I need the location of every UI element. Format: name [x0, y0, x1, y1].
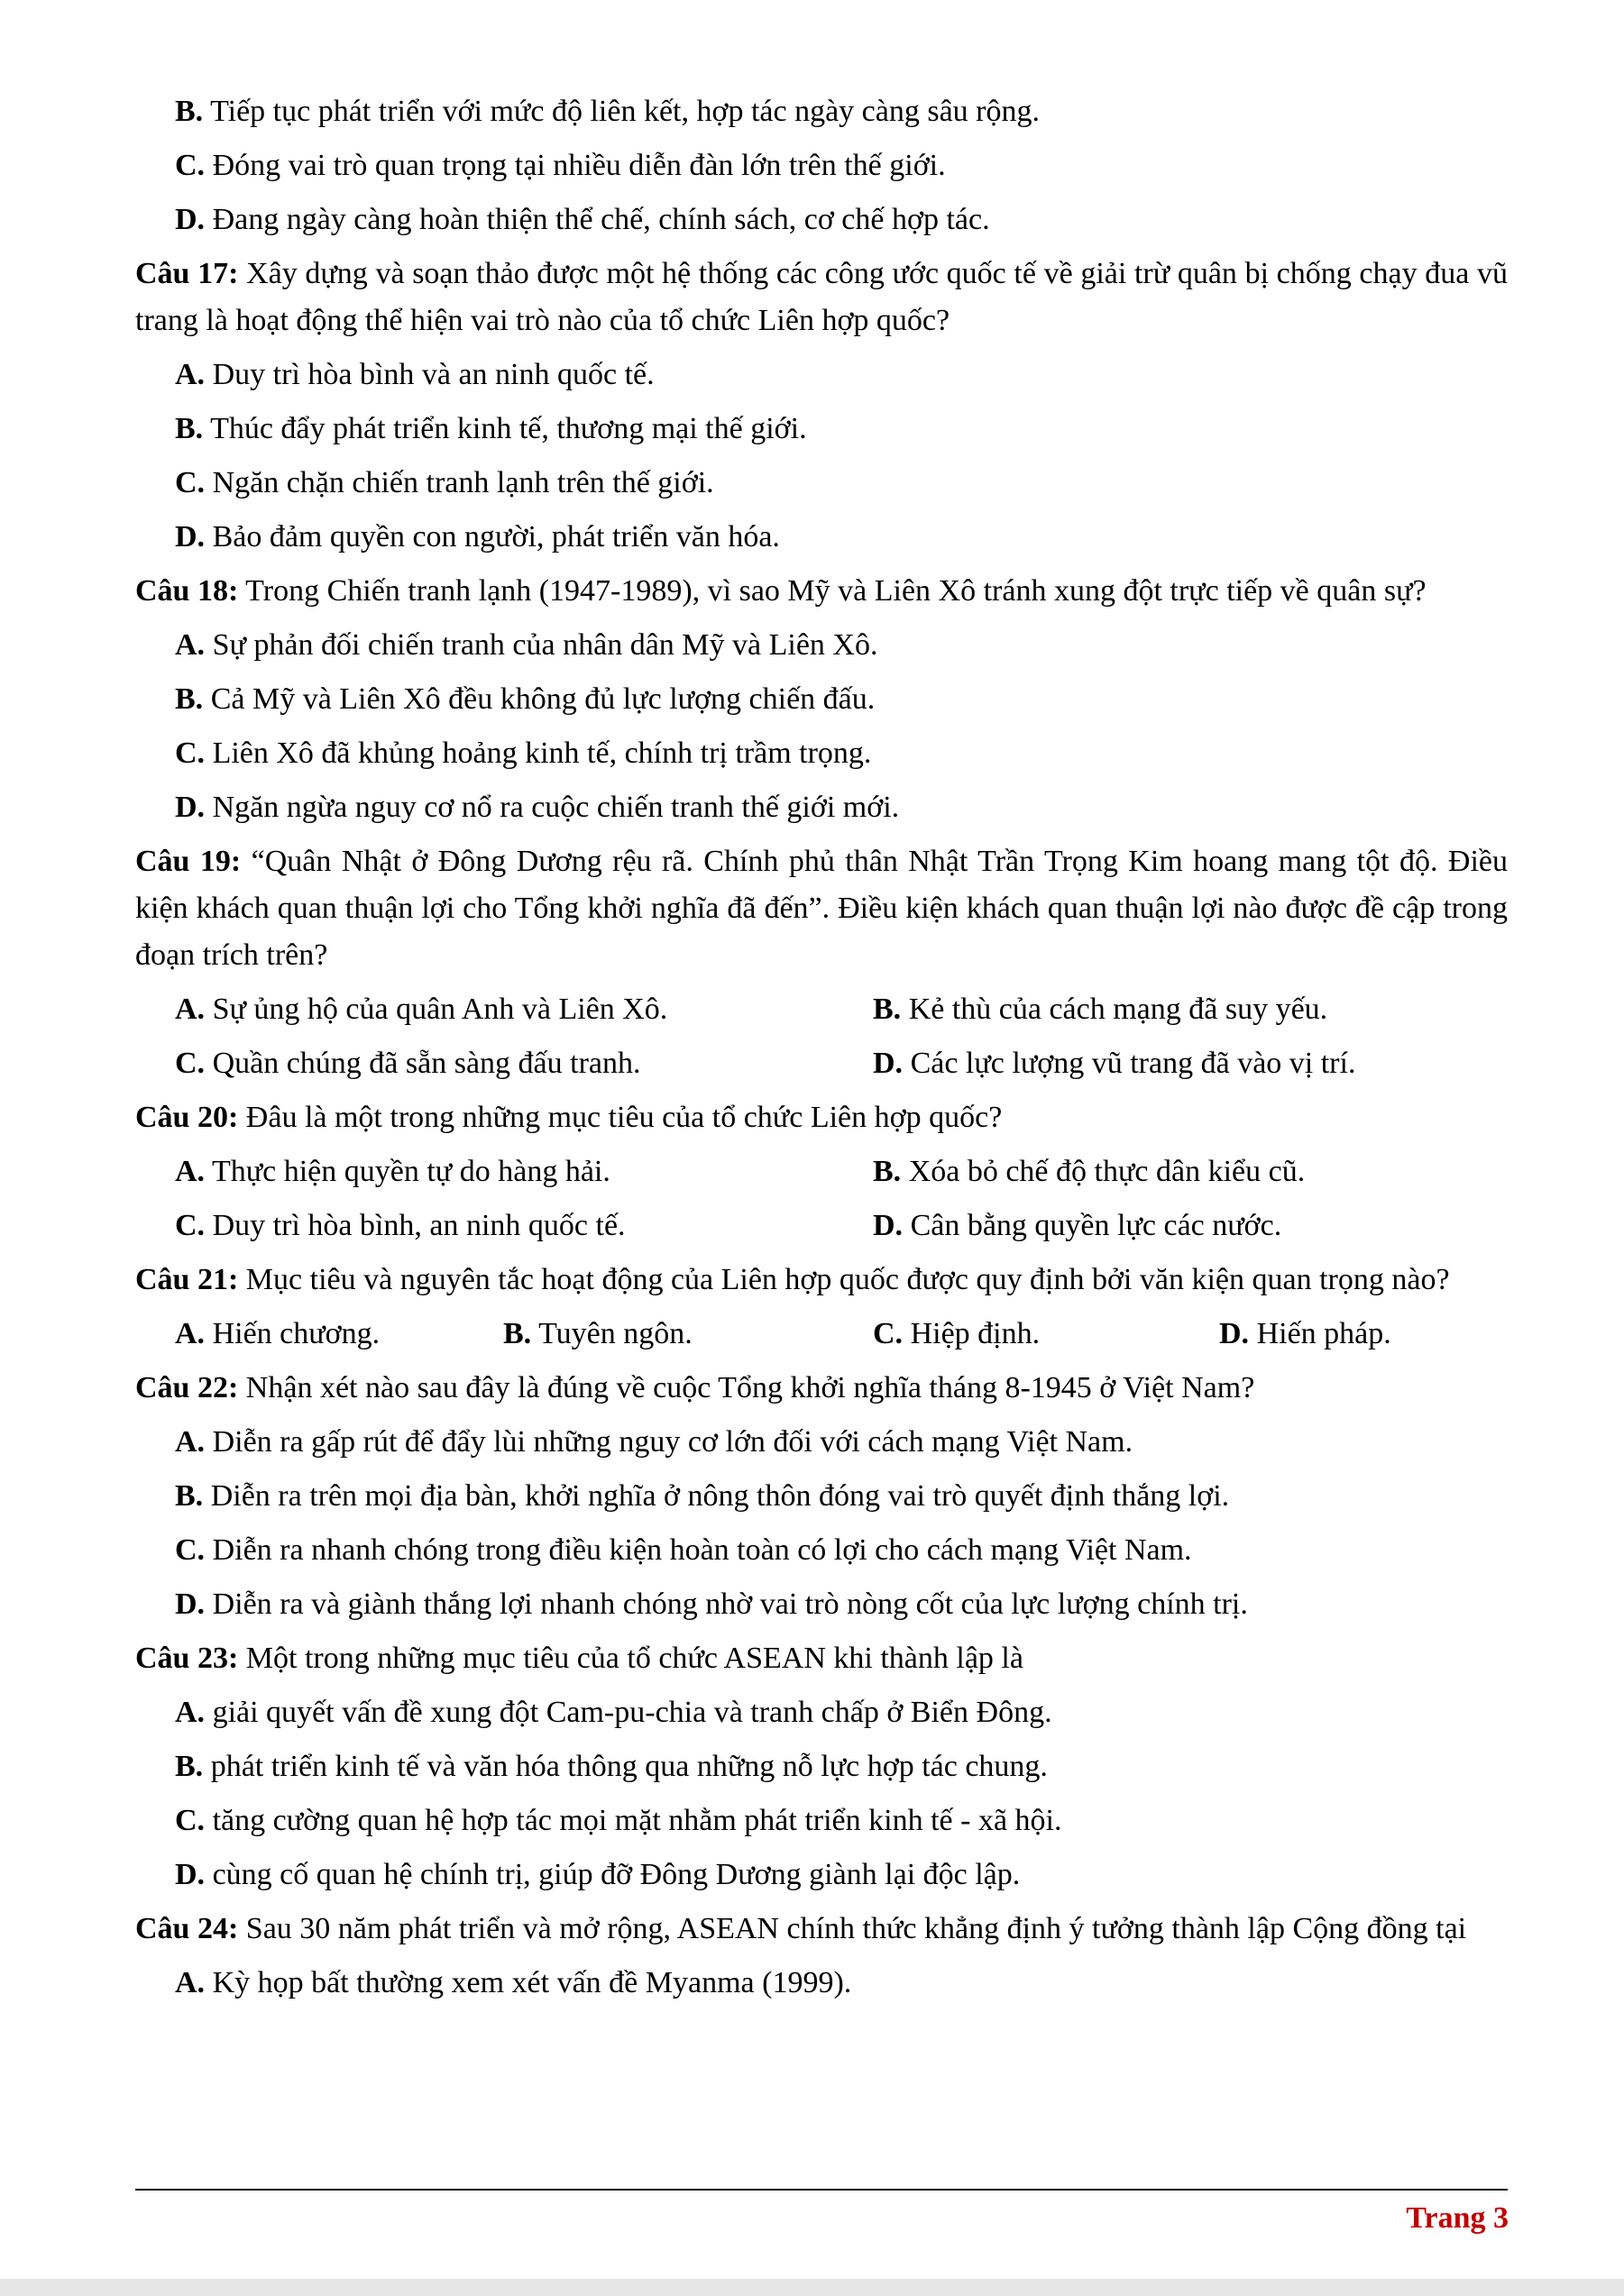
- option-text: Thúc đẩy phát triển kinh tế, thương mại thế giới.: [203, 412, 807, 445]
- option-letter: D.: [175, 1858, 206, 1891]
- q19-options-row-2: [175, 1040, 1508, 1087]
- q21-option-d: [1219, 1311, 1391, 1358]
- q22-option-d: [175, 1581, 1508, 1628]
- q22-option-c: [175, 1527, 1508, 1574]
- question-text: Một trong những mục tiêu của tổ chức ASEAN khi thành lập là: [238, 1642, 1023, 1675]
- q22-option-b: [175, 1473, 1508, 1520]
- q22-option-a: [175, 1419, 1508, 1466]
- question-list: [135, 88, 1508, 2014]
- question-label: Câu 18:: [135, 574, 239, 608]
- option-letter: D.: [175, 1587, 206, 1621]
- option-text: Diễn ra nhanh chóng trong điều kiện hoàn toàn có lợi cho cách mạng Việt Nam.: [205, 1533, 1192, 1567]
- question-20: [135, 1094, 1508, 1141]
- option-text: cùng cố quan hệ chính trị, giúp đỡ Đông Dương giành lại độc lập.: [205, 1858, 1021, 1891]
- q21-options-row: [175, 1311, 1508, 1358]
- page-number: Trang 3: [1406, 2201, 1509, 2235]
- question-label: Câu 21:: [135, 1263, 239, 1296]
- option-letter: C.: [175, 1047, 206, 1080]
- question-text: Xây dựng và soạn thảo được một hệ thống các công ước quốc tế về giải trừ quân bị chống chạy đua vũ trang là hoạt động thể hiện vai trò nào của tổ chức Liên hợp quốc?: [135, 257, 1508, 337]
- option-letter: B.: [175, 1750, 204, 1783]
- option-text: Hiệp định.: [903, 1317, 1041, 1350]
- q19-option-c: [175, 1040, 873, 1087]
- option-text: Ngăn ngừa nguy cơ nổ ra cuộc chiến tranh thế giới mới.: [205, 791, 900, 824]
- option-text: Sự phản đối chiến tranh của nhân dân Mỹ và Liên Xô.: [205, 628, 878, 662]
- option-text: Bảo đảm quyền con người, phát triển văn hóa.: [205, 520, 780, 553]
- option-text: phát triển kinh tế và văn hóa thông qua những nỗ lực hợp tác chung.: [203, 1750, 1048, 1783]
- question-22: [135, 1365, 1508, 1412]
- option-letter: B.: [175, 412, 204, 445]
- option-text: Duy trì hòa bình và an ninh quốc tế.: [205, 358, 655, 391]
- q20-option-c: [175, 1203, 873, 1249]
- option-letter: C.: [175, 736, 206, 770]
- option-text: Kẻ thù của cách mạng đã suy yếu.: [901, 992, 1328, 1026]
- question-label: Câu 22:: [135, 1371, 239, 1404]
- option-text: giải quyết vấn đề xung đột Cam-pu-chia và tranh chấp ở Biển Đông.: [205, 1696, 1052, 1729]
- option-letter: A.: [175, 1155, 206, 1188]
- q18-option-c: [175, 730, 1508, 777]
- option-text: Sự ủng hộ của quân Anh và Liên Xô.: [205, 992, 668, 1026]
- question-label: Câu 19:: [135, 845, 242, 878]
- question-text: Sau 30 năm phát triển và mở rộng, ASEAN chính thức khẳng định ý tưởng thành lập Cộng đồng tại: [238, 1912, 1467, 1945]
- q17-option-b: [175, 406, 1508, 453]
- option-letter: B.: [503, 1317, 532, 1350]
- option-letter: D.: [175, 203, 206, 236]
- option-letter: C.: [175, 466, 206, 499]
- footer-divider: [135, 2189, 1508, 2191]
- option-text: Liên Xô đã khủng hoảng kinh tế, chính trị trầm trọng.: [205, 736, 872, 770]
- option-letter: C.: [873, 1317, 904, 1350]
- option-text: Thực hiện quyền tự do hàng hải.: [205, 1155, 610, 1188]
- q18-option-b: [175, 676, 1508, 723]
- option-text: Diễn ra trên mọi địa bàn, khởi nghĩa ở nông thôn đóng vai trò quyết định thắng lợi.: [203, 1479, 1230, 1513]
- q20-options-row-1: [175, 1148, 1508, 1195]
- option-text: Hiến chương.: [205, 1317, 381, 1350]
- q18-option-d: [175, 784, 1508, 831]
- option-text: Tiếp tục phát triển với mức độ liên kết, hợp tác ngày càng sâu rộng.: [203, 95, 1040, 128]
- option-text: Hiến pháp.: [1249, 1317, 1391, 1350]
- question-label: Câu 20:: [135, 1101, 239, 1134]
- option-letter: B.: [873, 1155, 902, 1188]
- q19-option-a: [175, 986, 873, 1033]
- q17-option-a: [175, 352, 1508, 398]
- option-text: Kỳ họp bất thường xem xét vấn đề Myanma (1999).: [205, 1966, 852, 1999]
- question-text: Đâu là một trong những mục tiêu của tổ chức Liên hợp quốc?: [238, 1101, 1003, 1134]
- option-letter: B.: [175, 682, 204, 716]
- option-letter: A.: [175, 992, 206, 1026]
- question-label: Câu 23:: [135, 1642, 239, 1675]
- question-18: [135, 568, 1508, 615]
- option-letter: A.: [175, 1696, 206, 1729]
- option-letter: C.: [175, 1209, 206, 1242]
- question-text: Nhận xét nào sau đây là đúng về cuộc Tổng khởi nghĩa tháng 8-1945 ở Việt Nam?: [238, 1371, 1255, 1404]
- question-17: [135, 251, 1508, 344]
- question-label: Câu 24:: [135, 1912, 239, 1945]
- q19-option-d: [873, 1040, 1355, 1087]
- option-letter: C.: [175, 1804, 206, 1837]
- q23-option-b: [175, 1743, 1508, 1790]
- question-text: “Quân Nhật ở Đông Dương rệu rã. Chính phủ thân Nhật Trần Trọng Kim hoang mang tột độ. Điều kiện khách quan thuận lợi cho Tổng khởi nghĩa đã đến”. Điều kiện khách quan thuận lợi nào được đề cập trong đoạn trích trên?: [135, 845, 1508, 972]
- option-letter: A.: [175, 628, 206, 662]
- q20-option-d: [873, 1203, 1281, 1249]
- option-text: Diễn ra và giành thắng lợi nhanh chóng nhờ vai trò nòng cốt của lực lượng chính trị.: [205, 1587, 1248, 1621]
- option-letter: D.: [1219, 1317, 1250, 1350]
- option-text: Duy trì hòa bình, an ninh quốc tế.: [205, 1209, 626, 1242]
- option-text: Đóng vai trò quan trọng tại nhiều diễn đàn lớn trên thế giới.: [205, 149, 946, 182]
- option-text: Quần chúng đã sẵn sàng đấu tranh.: [205, 1047, 641, 1080]
- q21-option-b: [503, 1311, 873, 1358]
- option-letter: B.: [175, 1479, 204, 1513]
- option-letter: C.: [175, 149, 206, 182]
- q17-option-c: [175, 460, 1508, 507]
- option-letter: B.: [175, 95, 204, 128]
- q16-option-c: [175, 142, 1508, 189]
- option-text: Ngăn chặn chiến tranh lạnh trên thế giới.: [205, 466, 714, 499]
- page-bottom-edge: [0, 2279, 1624, 2296]
- q20-option-b: [873, 1148, 1305, 1195]
- option-letter: A.: [175, 1317, 206, 1350]
- question-text: Trong Chiến tranh lạnh (1947-1989), vì sao Mỹ và Liên Xô tránh xung đột trực tiếp về quân sự?: [238, 574, 1427, 608]
- option-letter: B.: [873, 992, 902, 1026]
- option-letter: D.: [175, 520, 206, 553]
- question-21: [135, 1257, 1508, 1304]
- option-text: Đang ngày càng hoàn thiện thể chế, chính sách, cơ chế hợp tác.: [205, 203, 990, 236]
- q20-option-a: [175, 1148, 873, 1195]
- q23-option-c: [175, 1797, 1508, 1844]
- option-text: Cân bằng quyền lực các nước.: [903, 1209, 1282, 1242]
- question-23: [135, 1635, 1508, 1682]
- option-letter: D.: [873, 1209, 904, 1242]
- q24-option-a: [175, 1960, 1508, 2007]
- question-24: [135, 1906, 1508, 1953]
- question-text: Mục tiêu và nguyên tắc hoạt động của Liên hợp quốc được quy định bởi văn kiện quan trọng nào?: [238, 1263, 1450, 1296]
- option-letter: D.: [175, 791, 206, 824]
- q21-option-a: [175, 1311, 503, 1358]
- option-letter: A.: [175, 358, 206, 391]
- q19-option-b: [873, 986, 1327, 1033]
- q21-option-c: [873, 1311, 1219, 1358]
- q18-option-a: [175, 622, 1508, 669]
- q20-options-row-2: [175, 1203, 1508, 1249]
- option-text: Các lực lượng vũ trang đã vào vị trí.: [903, 1047, 1356, 1080]
- option-text: tăng cường quan hệ hợp tác mọi mặt nhằm phát triển kinh tế - xã hội.: [205, 1804, 1062, 1837]
- option-letter: A.: [175, 1425, 206, 1459]
- option-text: Diễn ra gấp rút để đẩy lùi những nguy cơ lớn đối với cách mạng Việt Nam.: [205, 1425, 1133, 1459]
- option-text: Cả Mỹ và Liên Xô đều không đủ lực lượng chiến đấu.: [203, 682, 876, 716]
- question-19: [135, 838, 1508, 979]
- question-label: Câu 17:: [135, 257, 239, 290]
- option-text: Xóa bỏ chế độ thực dân kiểu cũ.: [901, 1155, 1306, 1188]
- q19-options-row-1: [175, 986, 1508, 1033]
- q16-option-b: [175, 88, 1508, 135]
- option-letter: D.: [873, 1047, 904, 1080]
- q17-option-d: [175, 514, 1508, 561]
- option-letter: C.: [175, 1533, 206, 1567]
- q23-option-d: [175, 1852, 1508, 1898]
- q16-option-d: [175, 197, 1508, 243]
- option-letter: A.: [175, 1966, 206, 1999]
- option-text: Tuyên ngôn.: [531, 1317, 693, 1350]
- q23-option-a: [175, 1689, 1508, 1736]
